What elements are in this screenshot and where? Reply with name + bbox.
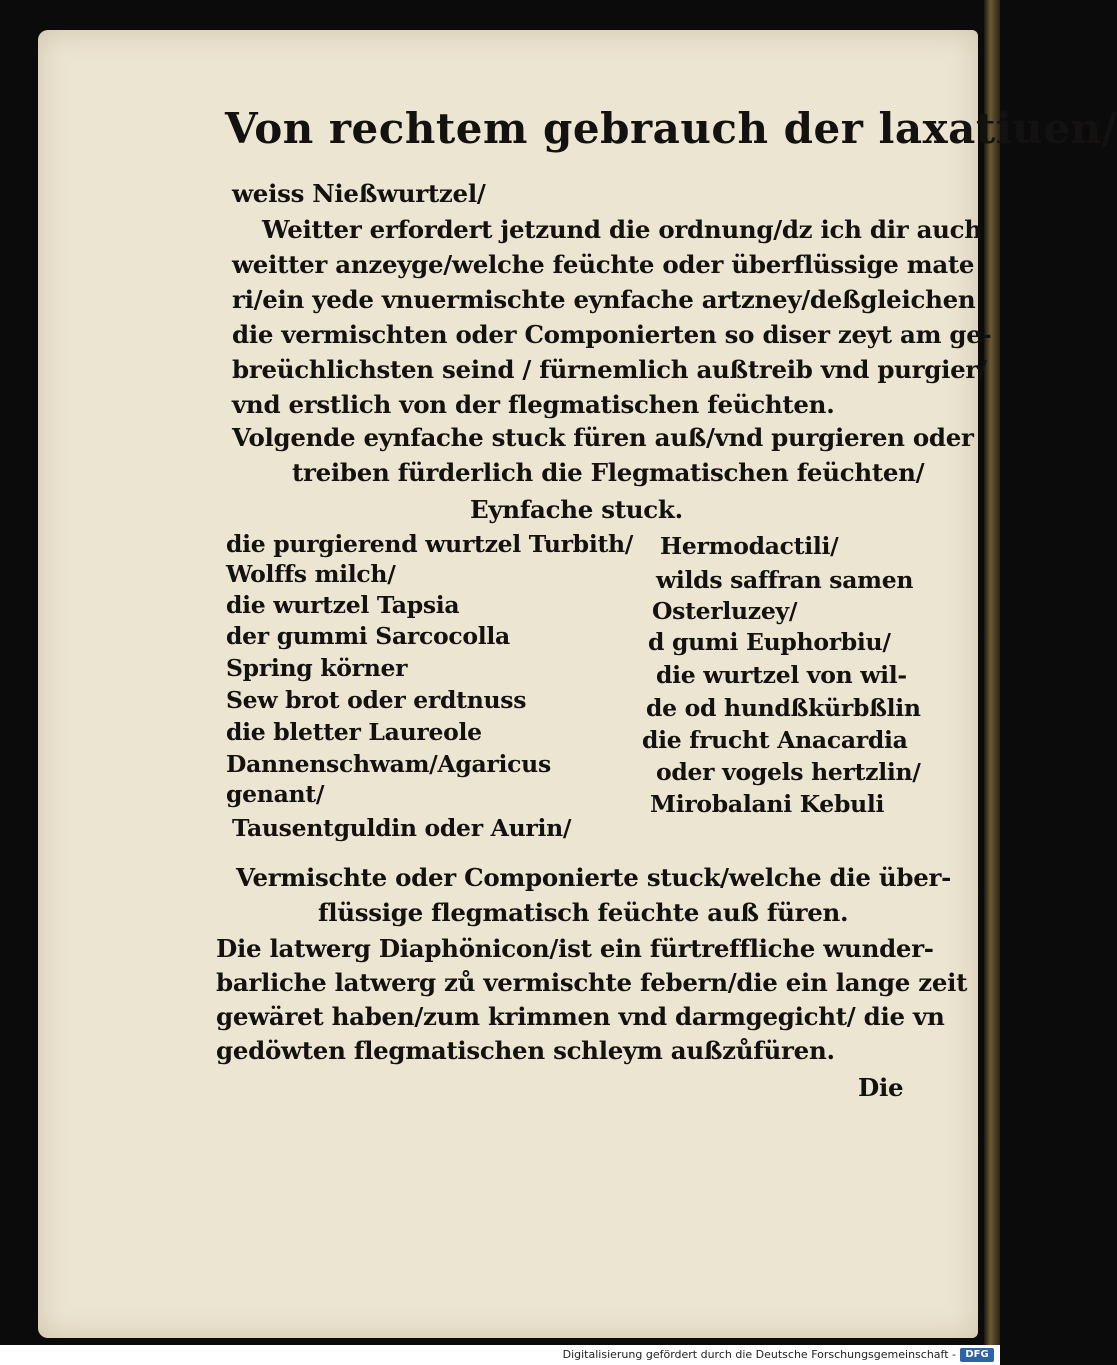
subheading: Eynfache stuck. <box>470 495 683 524</box>
list-item: d gumi Euphorbiu/ <box>648 628 891 656</box>
list-item: wilds saffran samen <box>656 566 914 594</box>
list-item: Sew brot oder erdtnuss <box>226 686 527 714</box>
text-line: gewäret haben/zum krimmen vnd darmgegicht/ die vn <box>216 1002 945 1031</box>
list-item: die bletter Laureole <box>226 718 482 746</box>
text-line: flüssige flegmatisch feüchte auß füren. <box>318 898 849 927</box>
list-item: die wurtzel von wil- <box>656 661 907 689</box>
text-line: barliche latwerg zů vermischte febern/die ein lange zeit <box>216 968 968 997</box>
text-line: Weitter erfordert jetzund die ordnung/dz ich dir auch <box>262 215 982 244</box>
text-line: Volgende eynfache stuck füren auß/vnd purgieren oder <box>232 423 974 452</box>
text-line: breüchlichsten seind / fürnemlich außtreib vnd purgier/ <box>232 355 987 384</box>
list-item: genant/ <box>226 780 325 808</box>
text-line: Die latwerg Diaphönicon/ist ein fürtreffliche wunder- <box>216 934 934 963</box>
dfg-logo: DFG <box>960 1348 994 1362</box>
text-line: weitter anzeyge/welche feüchte oder überflüssige mate <box>232 250 975 279</box>
text-line: vnd erstlich von der flegmatischen feüchten. <box>232 390 835 419</box>
footer-bar <box>0 1345 1000 1365</box>
intro-line: weiss Nießwurtzel/ <box>232 179 486 208</box>
catchword: Die <box>858 1073 904 1102</box>
text-line: gedöwten flegmatischen schleym außzůfüren. <box>216 1036 835 1065</box>
list-item: oder vogels hertzlin/ <box>656 758 921 786</box>
list-item: de od hundßkürbßlin <box>646 694 921 722</box>
list-item: Dannenschwam/Agaricus <box>226 750 551 778</box>
list-item: die frucht Anacardia <box>642 726 908 754</box>
text-line: die vermischten oder Componierten so diser zeyt am ge- <box>232 320 992 349</box>
list-item: Osterluzey/ <box>652 597 798 625</box>
footer-credit: Digitalisierung gefördert durch die Deutsche Forschungsgemeinschaft - <box>562 1348 956 1361</box>
list-item: Spring körner <box>226 654 408 682</box>
list-item: der gummi Sarcocolla <box>226 622 510 650</box>
list-item: Mirobalani Kebuli <box>650 790 885 818</box>
book-edge <box>984 0 1000 1345</box>
text-line: treiben fürderlich die Flegmatischen feüchten/ <box>292 458 925 487</box>
list-item: Wolffs milch/ <box>226 560 396 588</box>
list-item: Tausentguldin oder Aurin/ <box>232 814 572 842</box>
text-line: Vermischte oder Componierte stuck/welche die über- <box>236 863 951 892</box>
list-item: die wurtzel Tapsia <box>226 591 460 619</box>
list-item: die purgierend wurtzel Turbith/ <box>226 530 634 558</box>
text-line: ri/ein yede vnuermischte eynfache artzney/deßgleichen <box>232 285 976 314</box>
page-heading: Von rechtem gebrauch der laxatiuen/ <box>225 104 1117 153</box>
list-item: Hermodactili/ <box>660 532 839 560</box>
